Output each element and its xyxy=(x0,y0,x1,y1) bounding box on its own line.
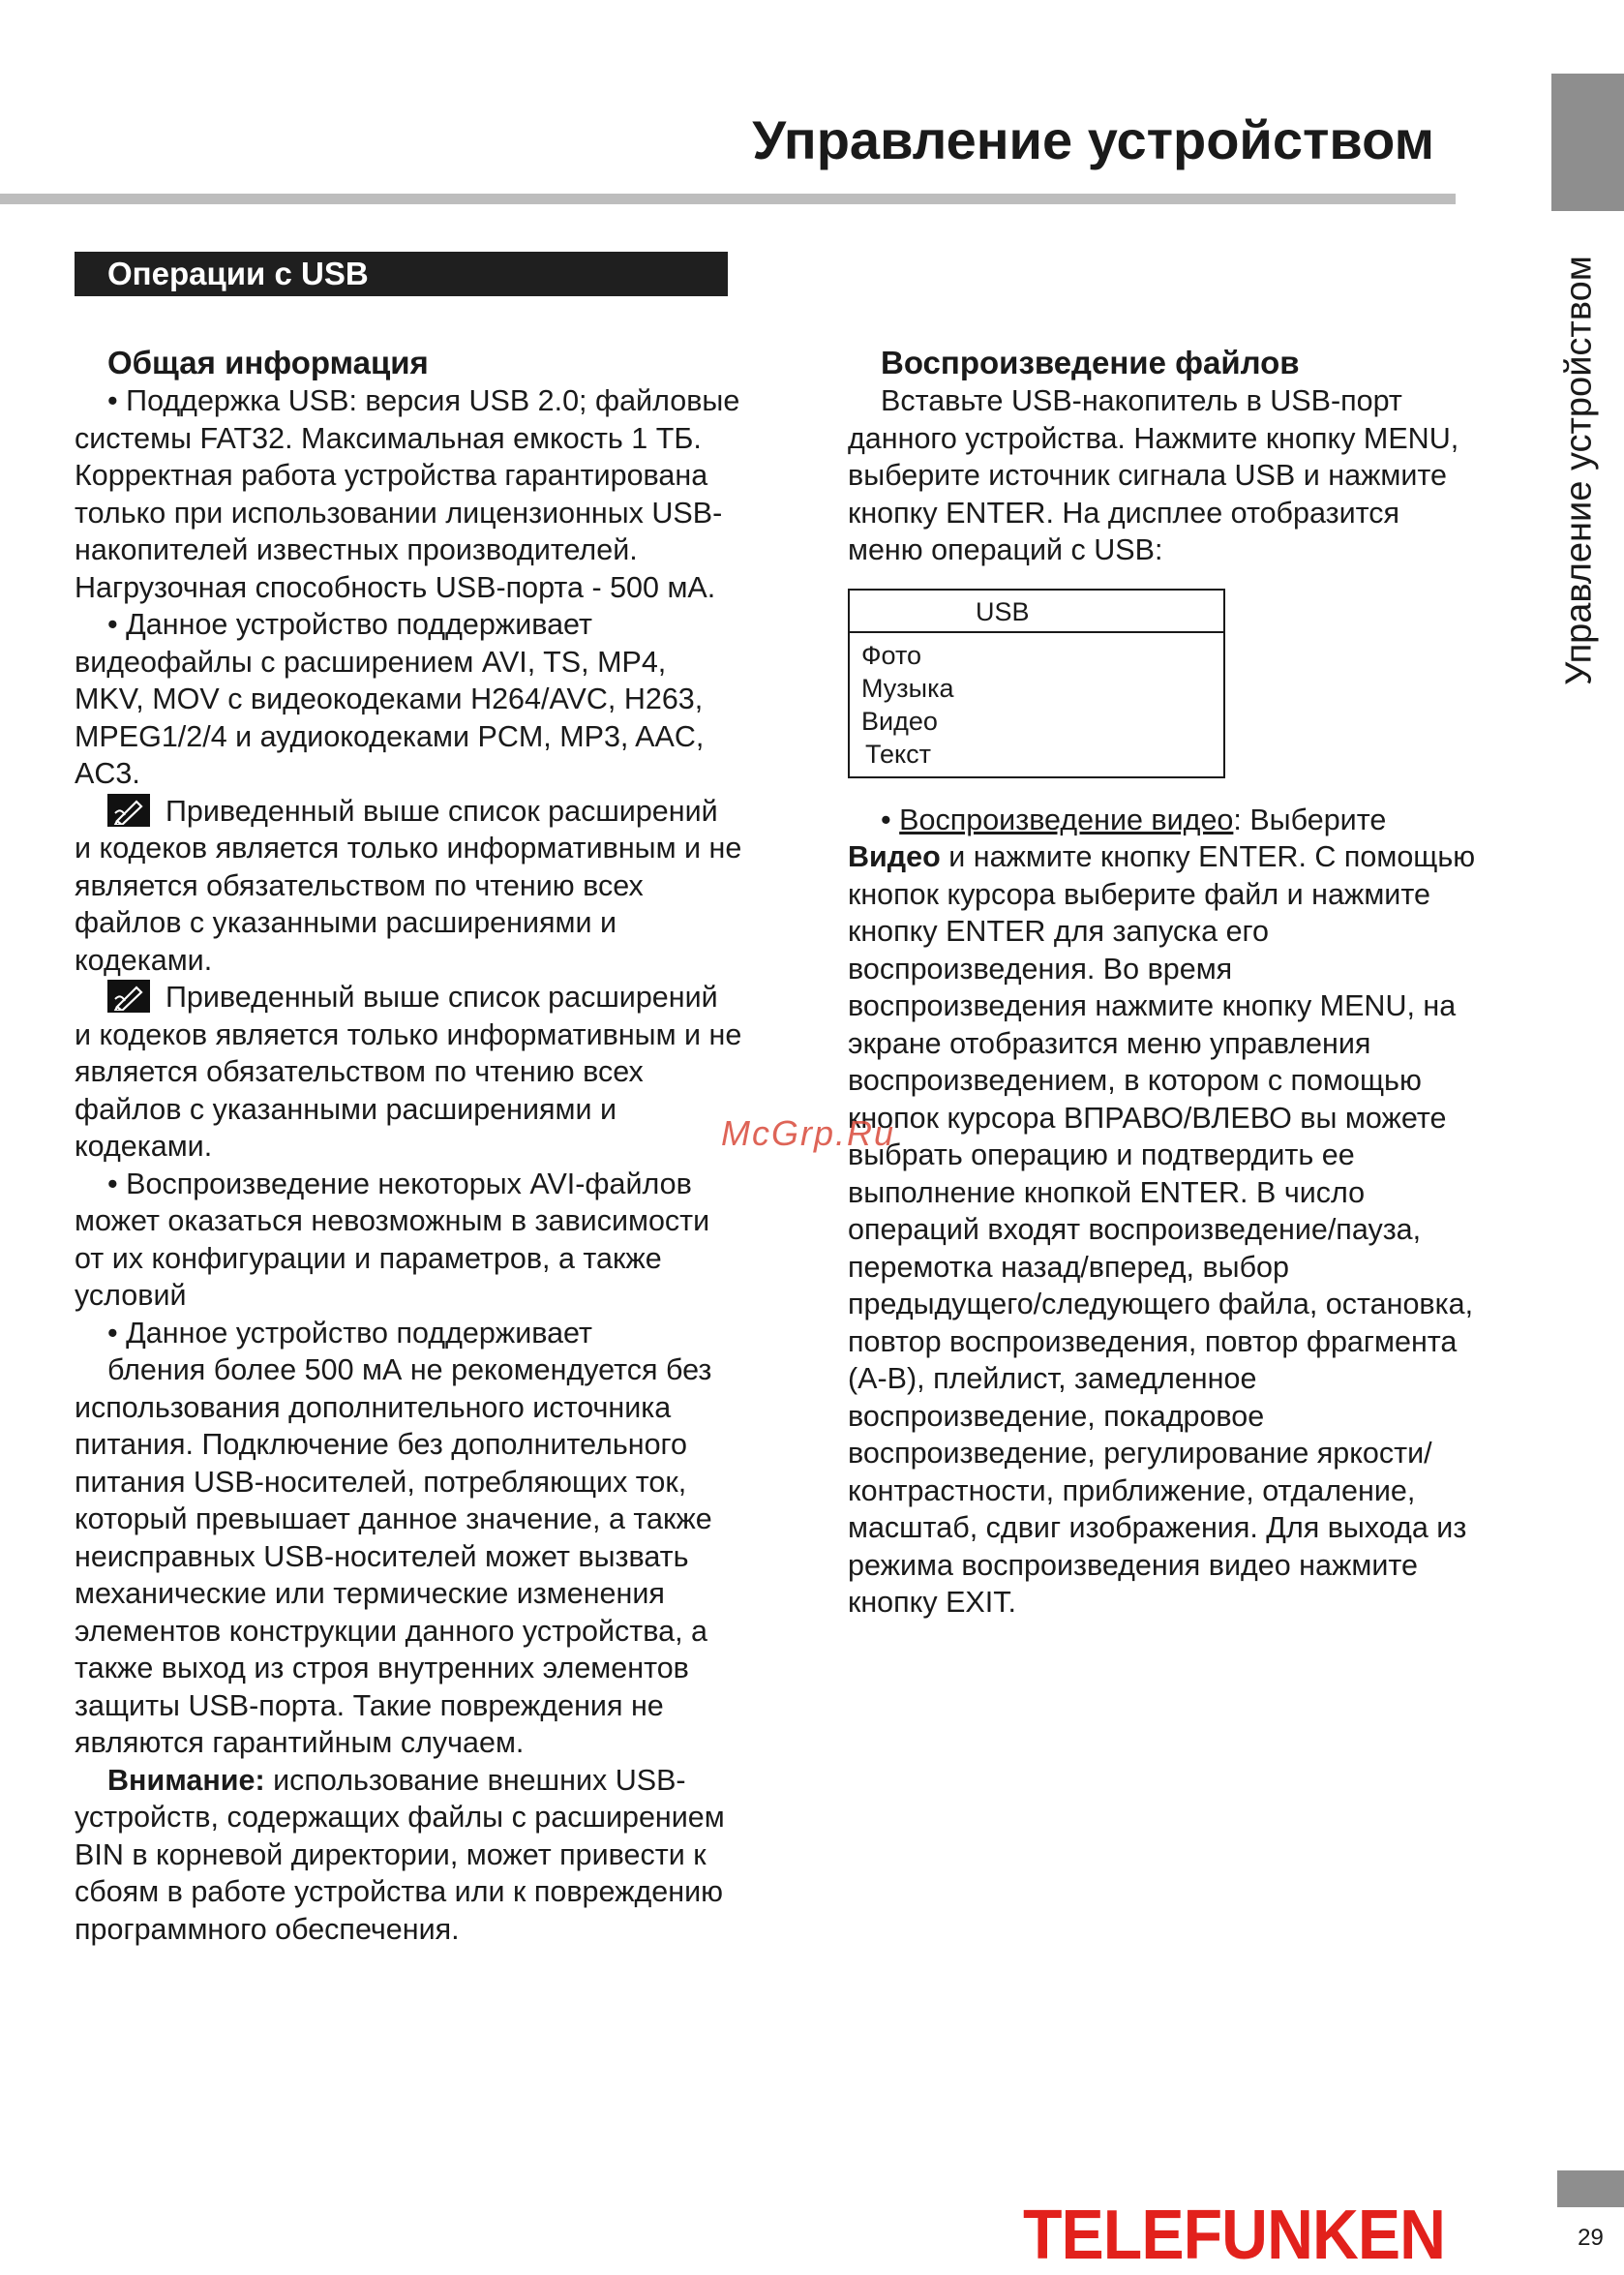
video-bullet: • xyxy=(881,803,891,836)
warning-paragraph xyxy=(75,1762,742,1949)
note-paragraph-1 xyxy=(75,793,742,980)
note-pencil-icon xyxy=(107,794,150,827)
usb-menu-items xyxy=(850,633,1223,776)
page-number: 29 xyxy=(1578,2225,1604,2251)
warning-label: Внимание: xyxy=(107,1763,265,1797)
video-colon: : Выберите xyxy=(1233,803,1387,836)
usb-menu-title: USB xyxy=(850,591,1223,633)
warning-text: использование внешних USB-устройств, содержащих файлы с расширением BIN в корневой директории, может привести к сбоям в работе устройства или к повреждению программного обеспечения. xyxy=(75,1763,725,1946)
usb-support-bullet: • Поддержка USB: версия USB 2.0; файловые системы FAT32. Максимальная емкость 1 ТБ. Корректная работа устройства гарантирована только при использовании лицензионных USB-накопителей известных производителей. Нагрузочная способность USB-порта - 500 мА. xyxy=(75,384,740,604)
brand-logo: TELEFUNKEN xyxy=(1023,2197,1446,2274)
file-playback-heading: Воспроизведение файлов xyxy=(881,345,1300,380)
side-tab-block xyxy=(1551,74,1624,211)
general-info-heading: Общая информация xyxy=(107,345,429,380)
right-column xyxy=(848,344,1477,1622)
section-header: Операции с USB xyxy=(75,252,728,296)
page-number-block xyxy=(1557,2170,1624,2207)
title-rule xyxy=(0,194,1456,204)
video-support-bullet: • Данное устройство поддерживает видеофайлы с расширением AVI, TS, MP4, MKV, MOV с видеокодеками H264/AVC, H263, MPEG1/2/4 и аудиокодеками PCM, MP3, AAC, AC3. xyxy=(75,608,705,790)
power-bullet-line1: • Данное устройство поддерживает xyxy=(107,1316,592,1350)
playback-intro: Вставьте USB-накопитель в USB-порт данного устройства. Нажмите кнопку MENU, выберите источник сигнала USB и нажмите кнопку ENTER. На дисплее отобразится меню операций с USB: xyxy=(848,384,1459,566)
power-bullet-text: бления более 500 мА не рекомендуется без использования дополнительного источника питания. Подключение без дополнительного питания USB-носителей, потребляющих ток, который превышает данное значение, а также неисправных USB-носителей может вызвать механические или термические изменения элементов конструкции данного устройства, а также выход из строя внутренних элементов защиты USB-порта. Такие повреждения не являются гарантийным случаем. xyxy=(75,1353,712,1759)
avi-playback-bullet: • Воспроизведение некоторых AVI-файлов может оказаться невозможным в зависимости от их конфигурации и параметров, а также условий xyxy=(75,1167,710,1312)
usb-menu-diagram xyxy=(848,589,1225,778)
watermark: McGrp.Ru xyxy=(721,1113,896,1153)
video-playback-paragraph xyxy=(848,802,1477,1622)
video-playback-link: Воспроизведение видео xyxy=(899,803,1234,836)
usb-menu-item-music: Музыка xyxy=(861,673,954,703)
video-bold-label: Видео xyxy=(848,840,941,873)
left-column xyxy=(75,344,742,1948)
usb-menu-item-photo: Фото xyxy=(861,640,922,670)
side-tab-label: Управление устройством xyxy=(1558,256,1600,685)
note-pencil-icon xyxy=(107,980,150,1013)
page-title: Управление устройством xyxy=(752,109,1434,170)
note-text-2: Приведенный выше список расширений и кодеков является только информативным и не является обязательством по чтению всех файлов с указанными расширениями и кодеками. xyxy=(75,981,742,1163)
video-playback-text: и нажмите кнопку ENTER. С помощью кнопок курсора выберите файл и нажмите кнопку ENTER для запуска его воспроизведения. Во время воспроизведения нажмите кнопку MENU, на экране отобразится меню управления воспроизведением, в котором с помощью кнопок курсора ВПРАВО/ВЛЕВО вы можете выбрать операцию и подтвердить ее выполнение кнопкой ENTER. В число операций входят воспроизведение/пауза, перемотка назад/вперед, выбор предыдущего/следующего файла, остановка, повтор воспроизведения, повтор фрагмента (A-B), плейлист, замедленное воспроизведение, покадровое воспроизведение, регулирование яркости/контрастности, приближение, отдаление, масштаб, сдвиг изображения. Для выхода из режима воспроизведения видео нажмите кнопку EXIT. xyxy=(848,840,1476,1619)
note-text-1: Приведенный выше список расширений и кодеков является только информативным и не является обязательством по чтению всех файлов с указанными расширениями и кодеками. xyxy=(75,794,742,977)
note-paragraph-2 xyxy=(75,979,742,1166)
usb-menu-item-text: Текст xyxy=(865,739,931,769)
usb-menu-item-video: Видео xyxy=(861,706,938,736)
